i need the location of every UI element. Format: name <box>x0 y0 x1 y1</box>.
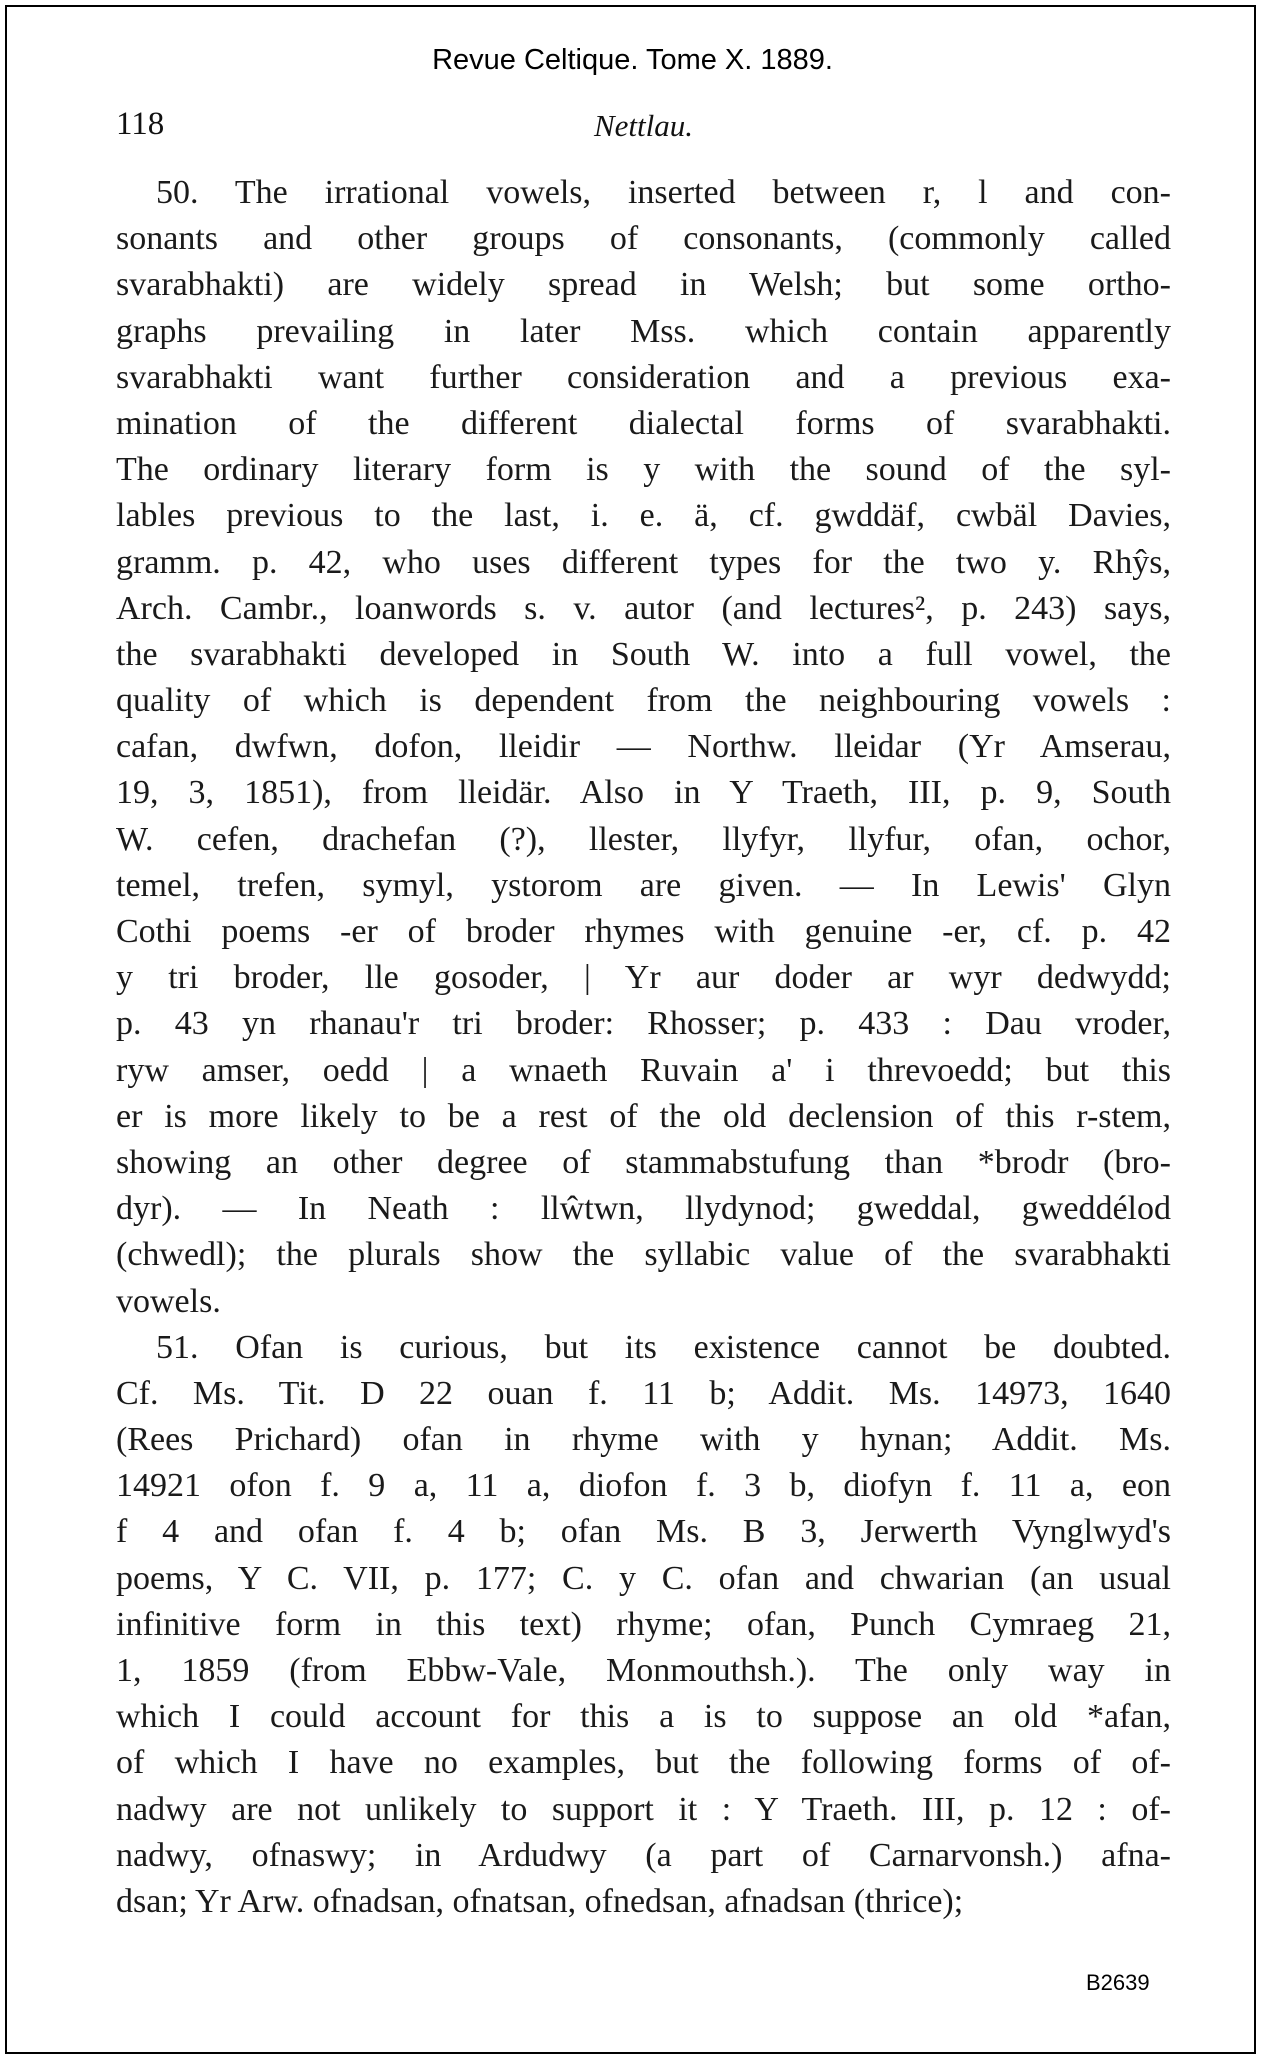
text-line: ryw amser, oedd | a wnaeth Ruvain a' i threvoedd; but this <box>116 1051 1171 1089</box>
text-line: which I could account for this a is to suppose an old *afan, <box>116 1698 1171 1736</box>
text-line: gramm. p. 42, who uses different types for the two y. Rhŷs, <box>116 543 1171 581</box>
text-line: W. cefen, drachefan (?), llester, llyfyr, llyfur, ofan, ochor, <box>116 820 1171 858</box>
text-line: er is more likely to be a rest of the old declension of this r-stem, <box>116 1097 1171 1135</box>
text-line: p. 43 yn rhanau'r tri broder: Rhosser; p. 433 : Dau vroder, <box>116 1005 1171 1043</box>
text-line: Cf. Ms. Tit. D 22 ouan f. 11 b; Addit. Ms. 14973, 1640 <box>116 1374 1171 1412</box>
text-line: 19, 3, 1851), from lleidär. Also in Y Traeth, III, p. 9, South <box>116 774 1171 812</box>
paragraph-para-50 <box>116 170 1171 1325</box>
text-line: of which I have no examples, but the following forms of of- <box>116 1744 1171 1782</box>
text-line: svarabhakti) are widely spread in Welsh; but some ortho- <box>116 266 1171 304</box>
text-line: showing an other degree of stammabstufung than *brodr (bro- <box>116 1143 1171 1181</box>
text-line: mination of the different dialectal forms of svarabhakti. <box>116 404 1171 442</box>
text-line: (chwedl); the plurals show the syllabic value of the svarabhakti <box>116 1236 1171 1274</box>
text-line: Cothi poems -er of broder rhymes with genuine -er, cf. p. 42 <box>116 913 1171 950</box>
text-line: dyr). — In Neath : llŵtwn, llydynod; gweddal, gweddélod <box>116 1190 1171 1228</box>
text-line: 1, 1859 (from Ebbw-Vale, Monmouthsh.). The only way in <box>116 1652 1171 1689</box>
running-head <box>116 106 1171 150</box>
source-caption: Revue Celtique. Tome X. 1889. <box>432 44 833 76</box>
text-line: vowels. <box>116 1282 221 1320</box>
text-line: dsan; Yr Arw. ofnadsan, ofnatsan, ofnedsan, afnadsan (thrice); <box>116 1882 964 1920</box>
running-title: Nettlau. <box>593 108 694 143</box>
text-line: graphs prevailing in later Mss. which contain apparently <box>116 312 1171 350</box>
text-line: sonants and other groups of consonants, (commonly called <box>116 220 1171 258</box>
text-line: poems, Y C. VII, p. 177; C. y C. ofan and chwarian (an usual <box>116 1559 1171 1597</box>
paragraph-para-51 <box>116 1325 1171 1925</box>
text-line: nadwy are not unlikely to support it : Y Traeth. III, p. 12 : of- <box>116 1790 1171 1828</box>
text-line: 14921 ofon f. 9 a, 11 a, diofon f. 3 b, diofyn f. 11 a, eon <box>116 1467 1171 1505</box>
text-line: nadwy, ofnaswy; in Ardudwy (a part of Carnarvonsh.) afna- <box>116 1836 1171 1874</box>
catalog-reference: B2639 <box>1086 1970 1150 1995</box>
page-number: 118 <box>116 106 165 142</box>
text-line: The ordinary literary form is y with the sound of the syl- <box>116 451 1171 489</box>
text-line: infinitive form in this text) rhyme; ofan, Punch Cymraeg 21, <box>116 1605 1171 1643</box>
text-line: 50. The irrational vowels, inserted between r, l and con- <box>156 174 1171 211</box>
text-line: temel, trefen, symyl, ystorom are given. — In Lewis' Glyn <box>116 866 1171 904</box>
text-line: the svarabhakti developed in South W. into a full vowel, the <box>116 635 1171 673</box>
text-line: lables previous to the last, i. e. ä, cf. gwddäf, cwbäl Davies, <box>116 497 1171 535</box>
text-line: f 4 and ofan f. 4 b; ofan Ms. B 3, Jerwerth Vynglwyd's <box>116 1513 1171 1551</box>
text-line: y tri broder, lle gosoder, | Yr aur doder ar wyr dedwydd; <box>116 959 1171 997</box>
text-line: cafan, dwfwn, dofon, lleidir — Northw. lleidar (Yr Amserau, <box>116 728 1171 766</box>
text-line: svarabhakti want further consideration and a previous exa- <box>116 358 1171 396</box>
text-line: (Rees Prichard) ofan in rhyme with y hynan; Addit. Ms. <box>116 1421 1171 1459</box>
body-text <box>116 170 1171 1925</box>
text-line: quality of which is dependent from the neighbouring vowels : <box>116 682 1171 720</box>
text-line: 51. Ofan is curious, but its existence cannot be doubted. <box>156 1328 1171 1366</box>
text-line: Arch. Cambr., loanwords s. v. autor (and lectures², p. 243) says, <box>116 589 1171 627</box>
